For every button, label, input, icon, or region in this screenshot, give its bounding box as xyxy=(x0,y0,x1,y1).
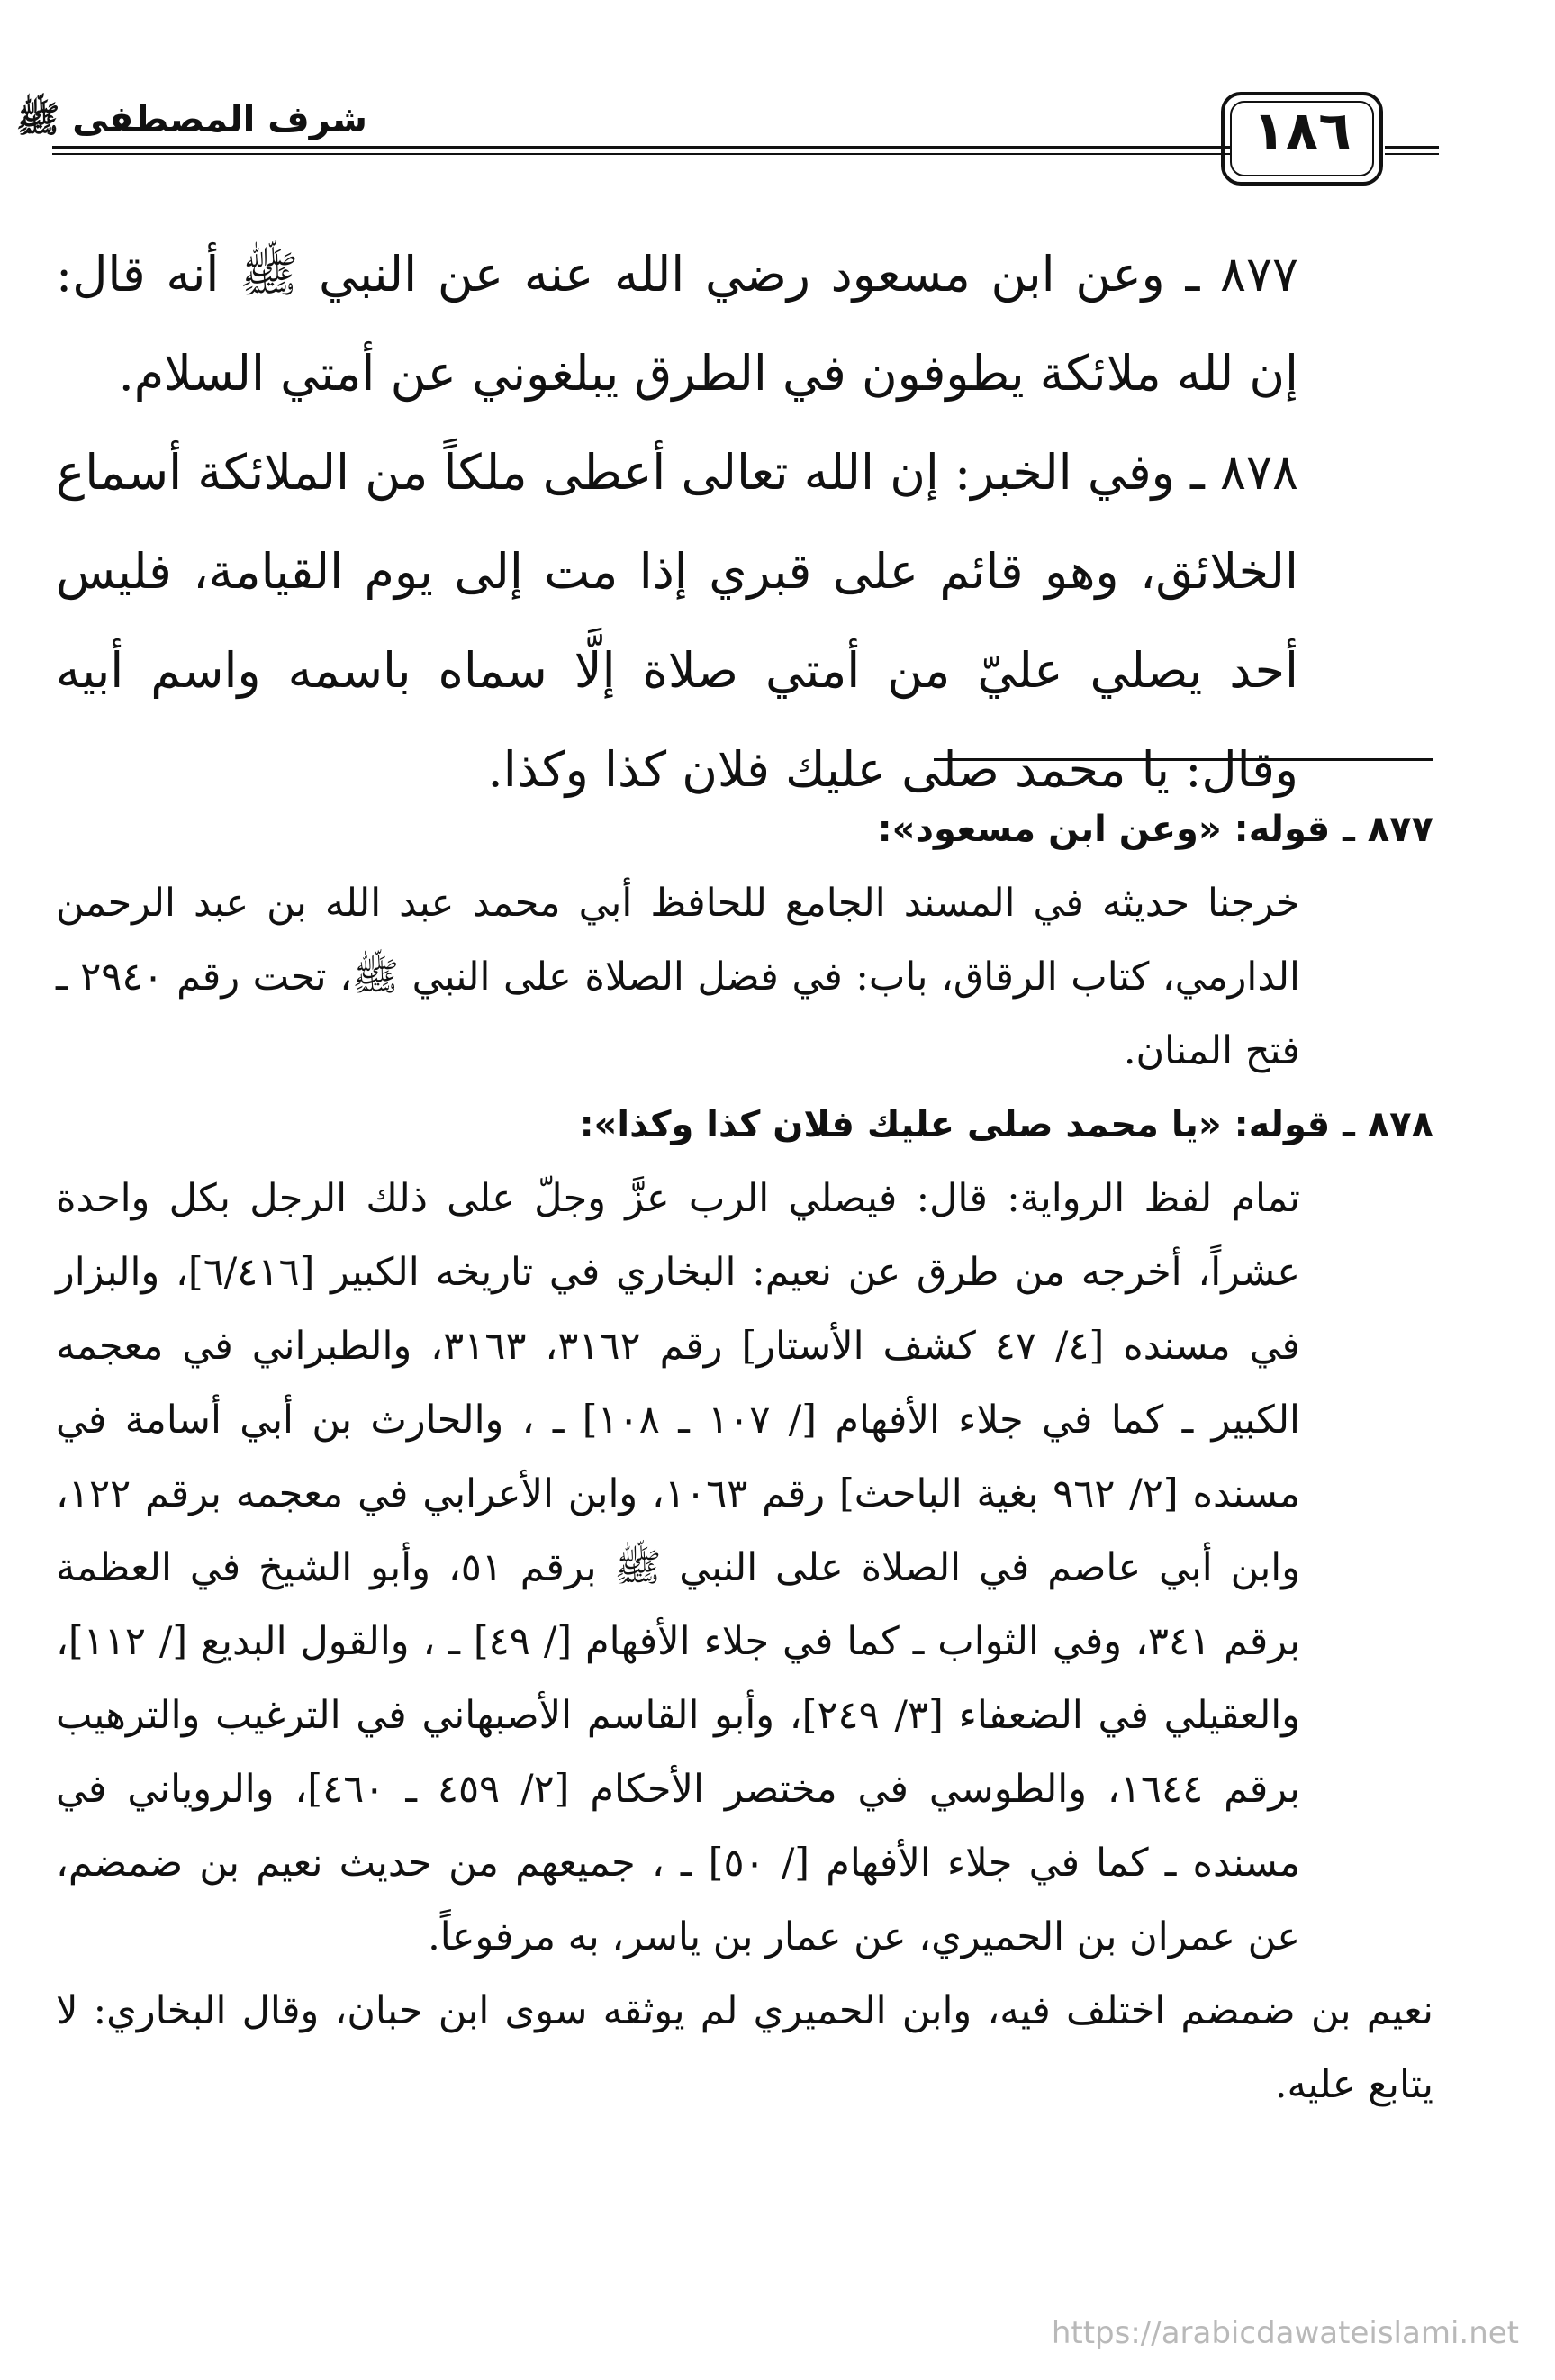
footnote-divider xyxy=(934,758,1433,761)
header-rule-top xyxy=(52,146,1232,149)
note-877-heading: ٨٧٧ ـ قوله: «وعن ابن مسعود»: xyxy=(877,809,1433,850)
note-878-heading: ٨٧٨ ـ قوله: «يا محمد صلى عليك فلان كذا وكذا»: xyxy=(579,1104,1433,1145)
paragraph-877: ٨٧٧ ـ وعن ابن مسعود رضي الله عنه عن النبي ﷺ أنه قال: إن لله ملائكة يطوفون في الطرق يبلغوني عن أمتي السلام. xyxy=(56,246,1298,402)
header-rule-right-bottom xyxy=(1385,153,1439,155)
page-header xyxy=(15,86,1439,195)
running-title: شرف المصطفى ﷺ xyxy=(15,99,367,140)
header-rule-right-top xyxy=(1385,146,1439,149)
page-number: ١٨٦ xyxy=(1252,100,1352,163)
watermark-url: https://arabicdawateislami.net xyxy=(1051,2315,1519,2351)
note-878-remark: نعيم بن ضمضم اختلف فيه، وابن الحميري لم يوثقه سوى ابن حبان، وقال البخاري: لا يتابع عليه. xyxy=(56,1988,1433,2107)
footnotes xyxy=(56,792,1433,2122)
note-877-body: خرجنا حديثه في المسند الجامع للحافظ أبي محمد عبد الله بن عبد الرحمن الدارمي، كتاب الرقاق، باب: في فضل الصلاة على النبي ﷺ، تحت رقم ٢٩٤٠ ـ فتح المنان. xyxy=(56,881,1300,1073)
note-878-body: تمام لفظ الرواية: قال: فيصلي الرب عزَّ وجلّ على ذلك الرجل بكل واحدة عشراً، أخرجه من طرق عن نعيم: البخاري في تاريخه الكبير [٦/٤١٦]، والبزار في مسنده [٤/ ٤٧ كشف الأستار] رقم ٣١٦٢، ٣١٦٣، والطبراني في معجمه الكبير ـ كما في جلاء الأفهام [/ ١٠٧ ـ ١٠٨] ـ ، والحارث بن أبي أسامة في مسنده [٢/ ٩٦٢ بغية الباحث] رقم ١٠٦٣، وابن الأعرابي في معجمه برقم ١٢٢، وابن أبي عاصم في الصلاة على النبي ﷺ برقم ٥١، وأبو الشيخ في العظمة برقم ٣٤١، وفي الثواب ـ كما في جلاء الأفهام [/ ٤٩] ـ ، والقول البديع [/ ١١٢]، والعقيلي في الضعفاء [٣/ ٢٤٩]، وأبو القاسم الأصبهاني في الترغيب والترهيب برقم ١٦٤٤، والطوسي في مختصر الأحكام [٢/ ٤٥٩ ـ ٤٦٠]، والروياني في مسنده ـ كما في جلاء الأفهام [/ ٥٠] ـ ، جميعهم من حديث نعيم بن ضمضم، عن عمران بن الحميري، عن عمار بن ياسر، به مرفوعاً. xyxy=(56,1176,1301,1959)
header-rule-bottom xyxy=(52,153,1232,155)
main-text xyxy=(56,225,1433,819)
page-number-frame xyxy=(1221,92,1383,186)
paragraph-878: ٨٧٨ ـ وفي الخبر: إن الله تعالى أعطى ملكاً من الملائكة أسماع الخلائق، وهو قائم على قبري إذا مت إلى يوم القيامة، فليس أحد يصلي عليّ من أمتي صلاة إلَّا سماه باسمه واسم أبيه وقال: يا محمد صلى عليك فلان كذا وكذا. xyxy=(56,444,1298,798)
